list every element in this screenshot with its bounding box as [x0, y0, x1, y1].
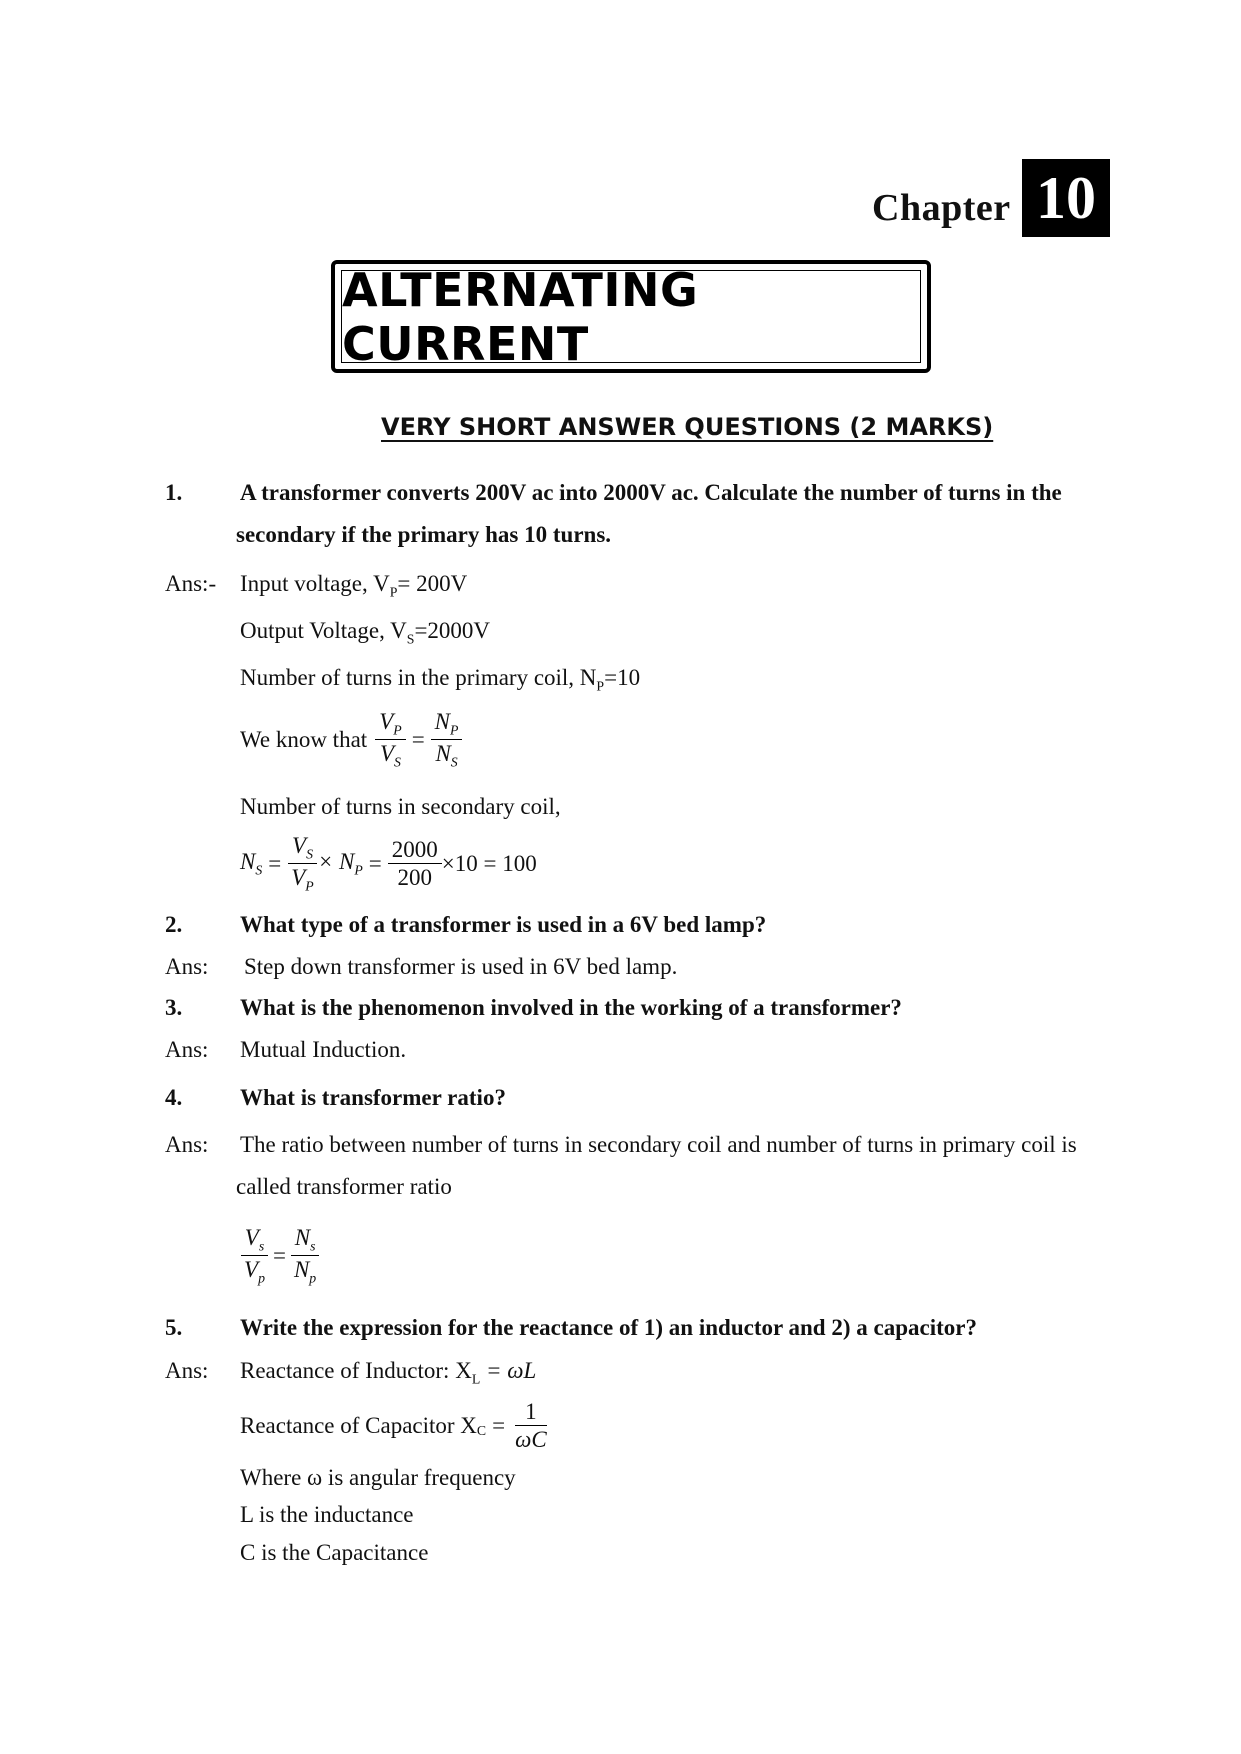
definition-line: C is the Capacitance — [240, 1540, 429, 1565]
answer-label: Ans: — [165, 1037, 209, 1062]
answer-line: Input voltage, $V_P= 200V$ — [240, 571, 468, 600]
chapter-number: 10 — [1022, 159, 1110, 237]
question-text: Write the expression for the reactance of 1) an inductor and 2) a capacitor? — [240, 1315, 977, 1340]
transformer-ratio-equation: $\frac{V_s}{V_p}$ = $\frac{N_s}{N_p}$ — [240, 1226, 320, 1286]
answer-label: Ans: — [165, 1358, 209, 1383]
definition-line: L is the inductance — [240, 1502, 414, 1527]
question-text: What type of a transformer is used in a 6V bed lamp? — [240, 912, 767, 937]
chapter-title-inner — [341, 262, 921, 371]
question-number: 5. — [165, 1315, 183, 1340]
answer-line: Output Voltage, $V_S=2000V$ — [240, 618, 491, 647]
question-text: secondary if the primary has 10 turns. — [236, 522, 612, 547]
calc-voltage-fraction: $\frac{V_S}{V_P}$ — [287, 834, 318, 894]
question-number: 3. — [165, 995, 183, 1020]
question-number: 1. — [165, 480, 183, 505]
question-text: What is the phenomenon involved in the working of a transformer? — [240, 995, 902, 1020]
chapter-title: ALTERNATING CURRENT — [342, 262, 699, 371]
calc-number-fraction: $\frac{2000}{200}$ — [388, 838, 442, 889]
ratio-equation: We know that $\frac{V_P}{V_S}$ = $\frac{N_P}{N_S}$ — [240, 710, 462, 770]
question-text: What is transformer ratio? — [240, 1085, 506, 1110]
ratio-voltage-fraction: $\frac{V_s}{V_p}$ — [240, 1226, 269, 1286]
answer-label: Ans: — [165, 954, 209, 979]
question-text: A transformer converts 200V ac into 2000V ac. Calculate the number of turns in the — [240, 480, 1062, 505]
answer-line: Number of turns in the primary coil, $N_P=10$ — [240, 665, 641, 694]
chapter-label: Chapter — [872, 187, 1011, 229]
definition-line: Where ω is angular frequency — [240, 1465, 516, 1490]
answer-line: Mutual Induction. — [240, 1037, 407, 1062]
question-number: 2. — [165, 912, 183, 937]
turns-fraction: $\frac{N_P}{N_S}$ — [431, 710, 463, 770]
answer-line: Reactance of Inductor: $X_L = \omega L$ — [240, 1358, 537, 1387]
ratio-turns-fraction: $\frac{N_s}{N_p}$ — [290, 1226, 320, 1286]
answer-line: Step down transformer is used in 6V bed lamp. — [244, 954, 678, 979]
answer-line: called transformer ratio — [236, 1174, 452, 1199]
chapter-title-box — [331, 260, 931, 373]
answer-label: Ans: — [165, 1132, 209, 1157]
capacitor-fraction: $\frac{1}{\omega C}$ — [515, 1399, 547, 1452]
section-heading: VERY SHORT ANSWER QUESTIONS (2 MARKS) — [381, 413, 994, 441]
answer-line: The ratio between number of turns in secondary coil and number of turns in primary coil is — [240, 1132, 1077, 1157]
voltage-fraction: $\frac{V_P}{V_S}$ — [375, 710, 406, 770]
answer-line: Number of turns in secondary coil, — [240, 794, 561, 819]
answer-label: Ans:- — [165, 571, 217, 596]
capacitor-reactance: Reactance of Capacitor X $_C$ = $\frac{1}{\omega C}$ — [240, 1400, 551, 1451]
question-number: 4. — [165, 1085, 183, 1110]
calculation-equation: $N_S$ = $\frac{V_S}{V_P}$ × $N_P$ = $\frac{2000}{200}$ ×10 = 100 — [240, 833, 537, 894]
